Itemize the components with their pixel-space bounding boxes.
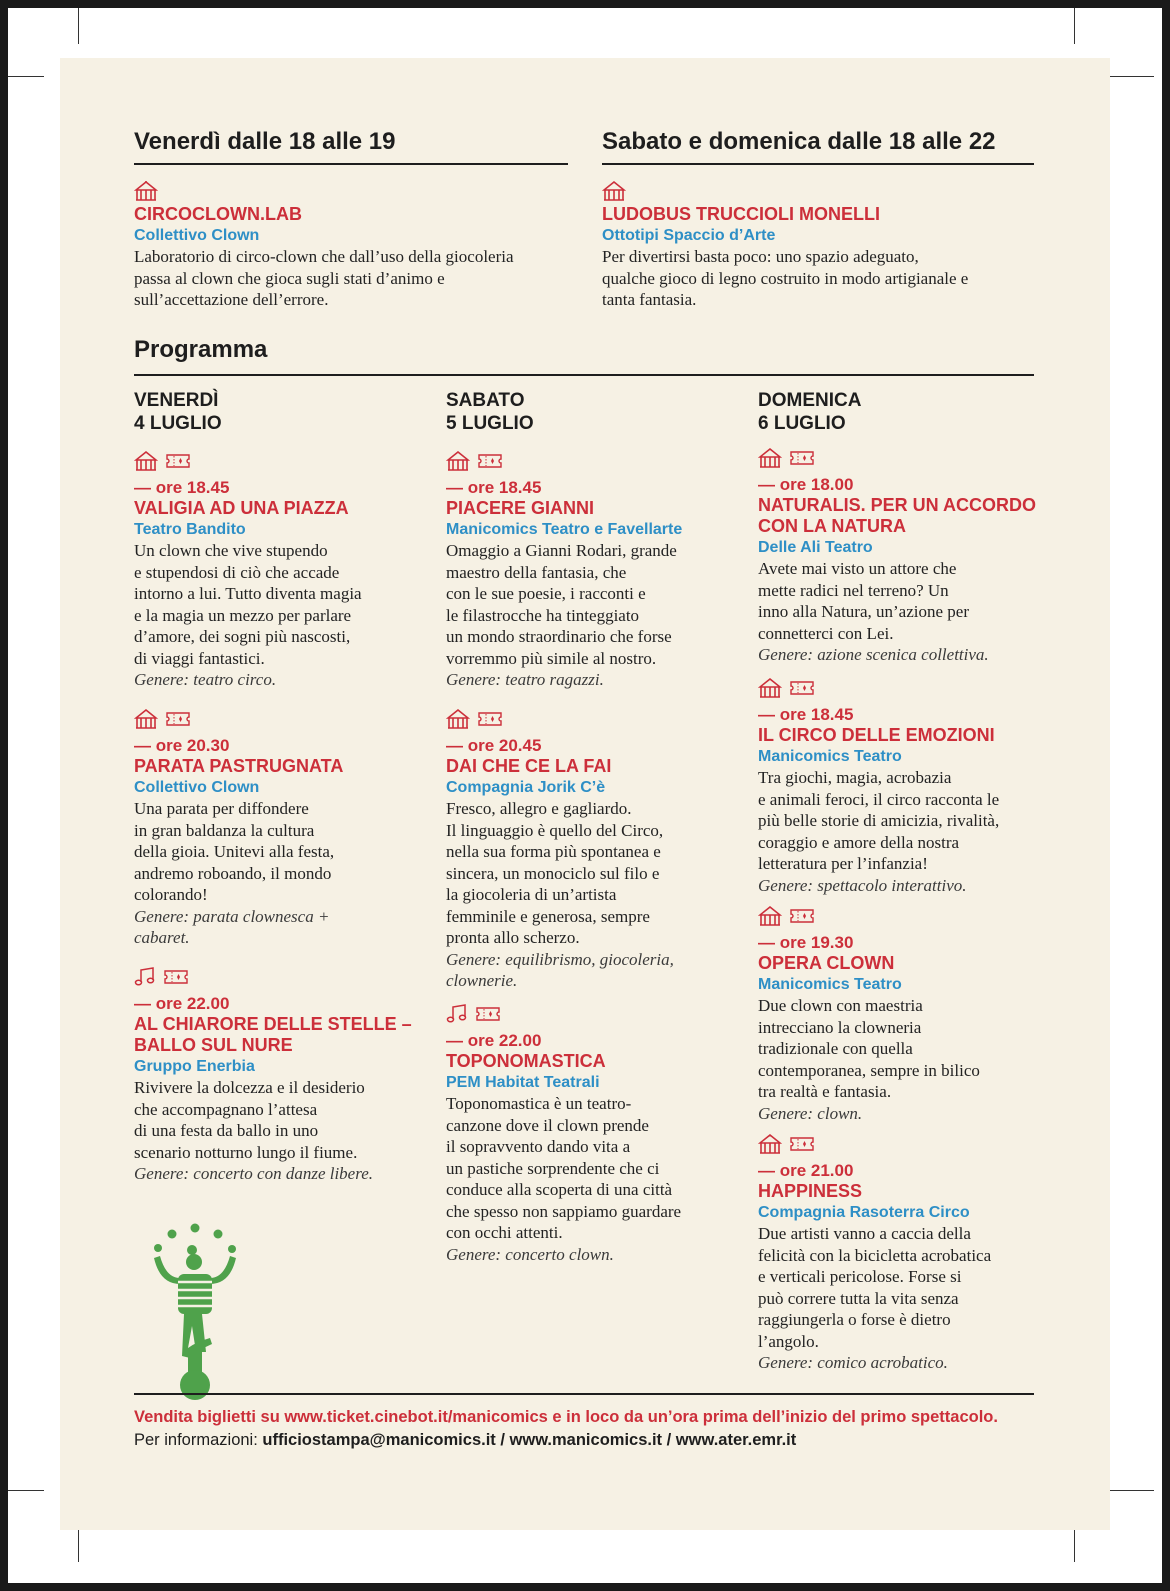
- event-company: Manicomics Teatro: [758, 748, 902, 765]
- event-genre: Genere: spettacolo interattivo.: [758, 875, 967, 895]
- crop-mark-right-top: [1110, 76, 1154, 77]
- desc-line: nella sua forma più spontanea e: [446, 842, 661, 861]
- desc-line: un pastiche sorprendente che ci: [446, 1158, 660, 1178]
- desc-line: passa al clown che gioca sugli stati d’animo e: [134, 268, 445, 288]
- crop-mark-right-bottom: [1110, 1490, 1154, 1491]
- desc-line: Per divertirsi basta poco: uno spazio adeguato,: [602, 247, 919, 266]
- circus-tent-icon: [602, 181, 626, 201]
- event-genre: Genere: parata clownesca +: [134, 906, 330, 926]
- event-time: — ore 18.00: [758, 475, 854, 494]
- event-icons: [758, 447, 1058, 469]
- desc-line: Due artisti vanno a caccia della: [758, 1224, 971, 1243]
- event-block: [134, 966, 434, 1185]
- event-block: [758, 447, 1058, 666]
- ticket-icon: [166, 453, 190, 469]
- event-time: — ore 22.00: [446, 1031, 542, 1050]
- ticket-icon: [478, 453, 502, 469]
- desc-line: con le sue poesie, i racconti e: [446, 584, 646, 603]
- event-title: VALIGIA AD UNA PIAZZA: [134, 498, 349, 518]
- event-title: LUDOBUS TRUCCIOLI MONELLI: [602, 204, 880, 224]
- event-circoclown-lab: [134, 180, 574, 311]
- circus-tent-icon: [446, 709, 470, 729]
- event-block: [134, 708, 434, 949]
- desc-line: che spesso non sappiamo guardare: [446, 1201, 682, 1221]
- day-date: 6 LUGLIO: [758, 413, 846, 434]
- desc-line: felicità con la bicicletta acrobatica: [758, 1245, 992, 1265]
- day-date: 5 LUGLIO: [446, 413, 534, 434]
- event-company: Teatro Bandito: [134, 521, 246, 538]
- event-title: PIACERE GIANNI: [446, 498, 595, 518]
- desc-line: tanta fantasia.: [602, 290, 697, 309]
- event-icons: [446, 1003, 746, 1025]
- desc-line: e la magia un mezzo per parlare: [134, 605, 352, 625]
- day-header-venerdi: [134, 389, 222, 435]
- crop-mark-left-bottom: [8, 1490, 44, 1491]
- event-company: Collettivo Clown: [134, 227, 260, 244]
- event-title: TOPONOMASTICA: [446, 1051, 606, 1071]
- section-heading-friday: Venerdì dalle 18 alle 19: [134, 128, 396, 155]
- desc-line: raggiungerla o forse è dietro: [758, 1310, 951, 1329]
- desc-line: può correre tutta la vita senza: [758, 1288, 959, 1308]
- desc-line: che accompagnano l’attesa: [134, 1099, 318, 1119]
- event-desc: [134, 246, 574, 311]
- ticket-icon: [476, 1006, 500, 1022]
- desc-line: andremo roboando, il mondo: [134, 863, 332, 883]
- circus-tent-icon: [134, 451, 158, 471]
- juggling-clown-illustration: [140, 1222, 250, 1402]
- desc-line: d’amore, dei sogni più nascosti,: [134, 627, 351, 646]
- event-icons: [602, 180, 1042, 202]
- desc-line: il sopravvento dando vita a: [446, 1137, 631, 1156]
- day-name: DOMENICA: [758, 390, 862, 411]
- event-time: — ore 20.45: [446, 736, 542, 755]
- circus-tent-icon: [446, 451, 470, 471]
- desc-line: Laboratorio di circo-clown che dall’uso della giocoleria: [134, 247, 514, 266]
- event-block: [446, 450, 746, 691]
- event-block: [758, 1133, 1058, 1374]
- event-company: Delle Ali Teatro: [758, 539, 873, 556]
- rule-footer: [134, 1393, 1034, 1395]
- ticket-icon: [790, 450, 814, 466]
- desc-line: sincera, un monociclo sul filo e: [446, 863, 660, 883]
- event-company: PEM Habitat Teatrali: [446, 1074, 600, 1091]
- crop-mark-top-left: [78, 8, 79, 44]
- event-genre: Genere: teatro circo.: [134, 670, 277, 689]
- day-name: SABATO: [446, 390, 525, 411]
- ticket-icon: [164, 969, 188, 985]
- footer-info-links[interactable]: ufficiostampa@manicomics.it / www.manicomics.it / www.ater.emr.it: [262, 1431, 797, 1449]
- event-title: PARATA PASTRUGNATA: [134, 756, 344, 776]
- event-company: Manicomics Teatro e Favellarte: [446, 521, 683, 538]
- circus-tent-icon: [758, 448, 782, 468]
- desc-line: intorno a lui. Tutto diventa magia: [134, 584, 362, 603]
- event-company: Gruppo Enerbia: [134, 1058, 255, 1075]
- desc-line: intrecciano la clowneria: [758, 1017, 922, 1037]
- desc-line: qualche gioco di legno costruito in modo artigianale e: [602, 268, 969, 288]
- music-note-icon: [134, 967, 156, 987]
- event-genre: clownerie.: [446, 971, 518, 990]
- event-icons: [134, 708, 434, 730]
- event-genre: Genere: azione scenica collettiva.: [758, 645, 989, 664]
- circus-tent-icon: [134, 181, 158, 201]
- desc-line: colorando!: [134, 885, 208, 904]
- desc-line: Il linguaggio è quello del Circo,: [446, 820, 664, 840]
- event-title: AL CHIARORE DELLE STELLE –: [134, 1014, 412, 1034]
- event-genre: Genere: clown.: [758, 1103, 863, 1123]
- desc-line: canzone dove il clown prende: [446, 1115, 649, 1135]
- ticket-icon: [790, 908, 814, 924]
- desc-line: di viaggi fantastici.: [134, 648, 265, 668]
- event-time: — ore 20.30: [134, 736, 230, 755]
- event-icons: [758, 905, 1058, 927]
- day-header-domenica: [758, 389, 861, 435]
- desc-line: l’angolo.: [758, 1331, 819, 1351]
- event-block: [758, 905, 1058, 1124]
- circus-tent-icon: [758, 678, 782, 698]
- desc-line: contemporanea, sempre in bilico: [758, 1060, 980, 1080]
- desc-line: Toponomastica è un teatro-: [446, 1094, 632, 1113]
- event-genre: Genere: comico acrobatico.: [758, 1353, 948, 1372]
- desc-line: sull’accettazione dell’errore.: [134, 290, 329, 309]
- desc-line: Una parata per diffondere: [134, 799, 309, 818]
- event-block: [758, 677, 1058, 896]
- event-time: — ore 21.00: [758, 1161, 854, 1180]
- day-header-sabato: [446, 389, 534, 435]
- event-title: CON LA NATURA: [758, 516, 906, 536]
- rule-weekend: [602, 163, 1034, 165]
- event-block: [134, 450, 434, 691]
- crop-mark-left-top: [8, 76, 44, 77]
- event-title: IL CIRCO DELLE EMOZIONI: [758, 725, 995, 745]
- desc-line: Omaggio a Gianni Rodari, grande: [446, 541, 677, 560]
- event-time: — ore 22.00: [134, 994, 230, 1013]
- event-title: CIRCOCLOWN.LAB: [134, 204, 302, 224]
- event-title: BALLO SUL NURE: [134, 1035, 293, 1055]
- event-title: NATURALIS. PER UN ACCORDO: [758, 495, 1036, 515]
- desc-line: Un clown che vive stupendo: [134, 541, 328, 560]
- desc-line: femminile e generosa, sempre: [446, 906, 650, 926]
- desc-line: Avete mai visto un attore che: [758, 559, 957, 578]
- footer-info-label: Per informazioni:: [134, 1431, 263, 1449]
- desc-line: letteratura per l’infanzia!: [758, 854, 928, 873]
- event-genre: cabaret.: [134, 928, 190, 947]
- event-block: [446, 708, 746, 992]
- crop-mark-top-right: [1074, 8, 1075, 44]
- event-icons: [446, 708, 746, 730]
- event-icons: [134, 180, 574, 202]
- ticket-icon: [478, 711, 502, 727]
- desc-line: la giocoleria di un’artista: [446, 885, 617, 904]
- desc-line: in gran baldanza la cultura: [134, 820, 315, 840]
- event-company: Compagnia Rasoterra Circo: [758, 1204, 970, 1221]
- desc-line: Due clown con maestria: [758, 996, 923, 1015]
- desc-line: e stupendosi di ciò che accade: [134, 562, 340, 582]
- circus-tent-icon: [134, 709, 158, 729]
- programma-heading: Programma: [134, 336, 268, 363]
- desc-line: conduce alla scoperta di una città: [446, 1180, 673, 1199]
- event-icons: [446, 450, 746, 472]
- desc-line: connetterci con Lei.: [758, 623, 894, 643]
- desc-line: Tra giochi, magia, acrobazia: [758, 768, 952, 787]
- event-icons: [134, 450, 434, 472]
- rule-friday: [134, 163, 568, 165]
- event-company: Manicomics Teatro: [758, 976, 902, 993]
- desc-line: e verticali pericolose. Forse si: [758, 1267, 962, 1286]
- desc-line: tradizionale con quella: [758, 1039, 913, 1058]
- desc-line: scenario notturno lungo il fiume.: [134, 1142, 358, 1162]
- desc-line: inno alla Natura, un’azione per: [758, 602, 969, 621]
- desc-line: vorremmo più simile al nostro.: [446, 648, 657, 668]
- desc-line: della gioia. Unitevi alla festa,: [134, 842, 335, 861]
- section-heading-weekend: Sabato e domenica dalle 18 alle 22: [602, 128, 996, 155]
- desc-line: e animali feroci, il circo racconta le: [758, 789, 1000, 809]
- desc-line: maestro della fantasia, che: [446, 562, 627, 582]
- event-time: — ore 18.45: [446, 478, 542, 497]
- event-time: — ore 19.30: [758, 933, 854, 952]
- event-time: — ore 18.45: [758, 705, 854, 724]
- event-ludobus: [602, 180, 1042, 311]
- event-title: OPERA CLOWN: [758, 953, 895, 973]
- ticket-icon: [790, 680, 814, 696]
- desc-line: mette radici nel terreno? Un: [758, 580, 949, 600]
- event-genre: Genere: concerto clown.: [446, 1244, 614, 1264]
- rule-programma: [134, 374, 1034, 376]
- music-note-icon: [446, 1004, 468, 1024]
- event-title: DAI CHE CE LA FAI: [446, 756, 612, 776]
- event-block: [446, 1003, 746, 1265]
- event-time: — ore 18.45: [134, 478, 230, 497]
- event-title: HAPPINESS: [758, 1181, 863, 1201]
- event-genre: Genere: concerto con danze libere.: [134, 1164, 374, 1183]
- desc-line: coraggio e amore della nostra: [758, 832, 960, 852]
- desc-line: Rivivere la dolcezza e il desiderio: [134, 1078, 365, 1097]
- desc-line: con occhi attenti.: [446, 1223, 563, 1242]
- event-company: Ottotipi Spaccio d’Arte: [602, 227, 776, 244]
- desc-line: pronta allo scherzo.: [446, 928, 580, 947]
- footer-tickets: Vendita biglietti su www.ticket.cinebot.it/manicomics e in loco da un’ora prima dell’inizio del primo spettacolo.: [134, 1408, 998, 1426]
- event-company: Compagnia Jorik C’è: [446, 779, 606, 796]
- desc-line: le filastrocche ha tinteggiato: [446, 605, 640, 625]
- circus-tent-icon: [758, 906, 782, 926]
- event-genre: Genere: teatro ragazzi.: [446, 670, 604, 689]
- day-date: 4 LUGLIO: [134, 413, 222, 434]
- desc-line: un mondo straordinario che forse: [446, 627, 672, 646]
- event-desc: [602, 246, 1042, 311]
- event-icons: [758, 1133, 1058, 1155]
- desc-line: più belle storie di amicizia, rivalità,: [758, 811, 1000, 830]
- day-name: VENERDÌ: [134, 390, 219, 411]
- footer-info: [134, 1431, 796, 1450]
- ticket-icon: [790, 1136, 814, 1152]
- event-icons: [134, 966, 434, 988]
- event-company: Collettivo Clown: [134, 779, 260, 796]
- desc-line: Fresco, allegro e gagliardo.: [446, 799, 632, 818]
- ticket-icon: [166, 711, 190, 727]
- desc-line: tra realtà e fantasia.: [758, 1082, 892, 1101]
- desc-line: di una festa da ballo in uno: [134, 1121, 319, 1140]
- event-genre: Genere: equilibrismo, giocoleria,: [446, 949, 674, 969]
- circus-tent-icon: [758, 1134, 782, 1154]
- event-icons: [758, 677, 1058, 699]
